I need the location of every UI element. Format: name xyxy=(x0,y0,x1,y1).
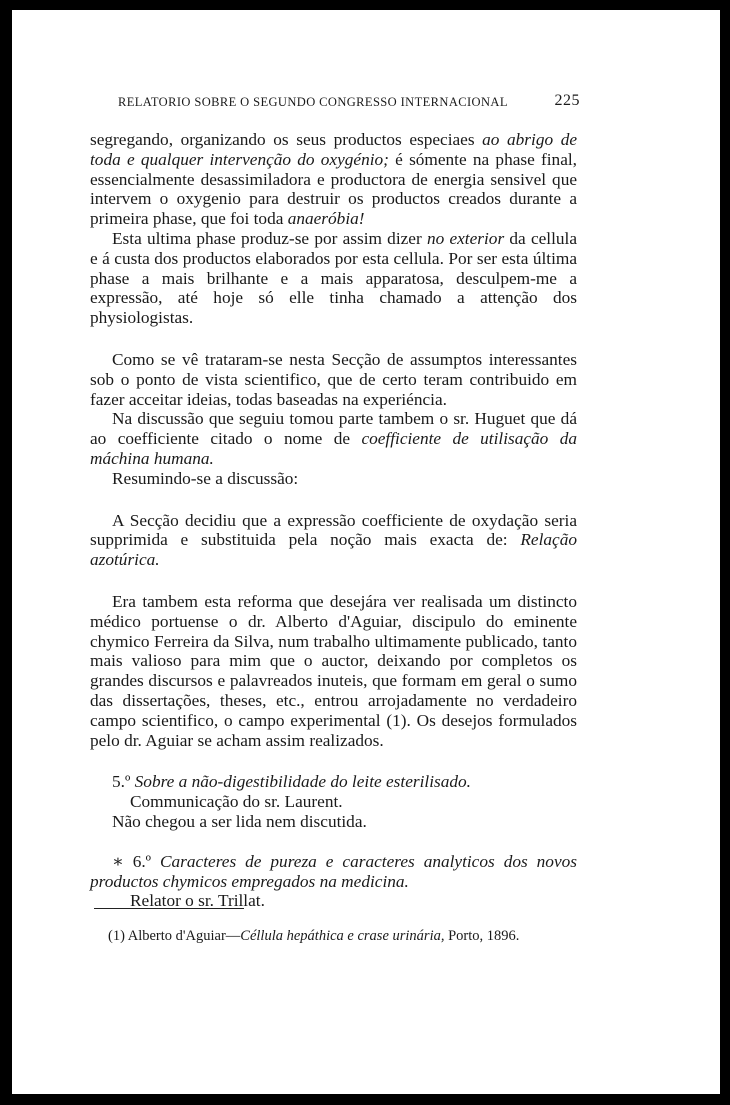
text-run: é sómente na phase final, essencialmente desassimiladora e productora de energia sensivel que intervem o oxygenio para destruir os productos creados durante a primeira phase, que foi toda xyxy=(90,149,577,229)
footnote xyxy=(108,928,588,945)
item-number: 6.º xyxy=(132,851,152,871)
footnote-divider xyxy=(94,908,244,909)
footnote-number: (1) xyxy=(108,928,125,944)
paragraph-4 xyxy=(90,409,577,468)
item-status: Não chegou a ser lida nem discutida. xyxy=(112,811,367,831)
document-page xyxy=(12,10,720,1094)
footnote-author: Alberto d'Aguiar— xyxy=(127,928,241,944)
list-item-6 xyxy=(90,852,577,911)
paragraph-6 xyxy=(90,511,577,570)
asterisk-icon: ∗ xyxy=(112,851,124,871)
paragraph-7 xyxy=(90,592,577,750)
text-run: Era tambem esta reforma que desejára ver realisada um distincto médico portuense o dr. Alberto d'Aguiar, discipulo do eminente chymico Ferreira da Silva, num trabalho ultimamente publicado, tanto mais valioso para mim que o auctor, deixando por completos os grandes discursos e palavreados inuteis, que formam em geral o sumo das dissertações, theses, etc., entrou arrojadamente no verdadeiro campo scientifico, o campo experimental xyxy=(90,591,577,730)
list-item-5 xyxy=(90,772,577,831)
italic-run: no exterior xyxy=(426,228,505,248)
footnote-reference: (1) xyxy=(386,710,407,730)
paragraph-5: Resumindo-se a discussão: xyxy=(112,468,299,488)
item-title: Sobre a não-digestibilidade do leite esterilisado. xyxy=(134,772,471,792)
page-number: 225 xyxy=(554,92,580,109)
text-run: Na discussão que seguiu tomou parte tambem o sr. Huguet que dá ao coefficiente citado o nome de xyxy=(90,409,577,449)
text-run: Esta ultima phase produz-se por assim dizer xyxy=(112,228,427,248)
text-run: da cellula e á custa dos productos elaborados por esta cellula. Por ser esta última phase a mais brilhante e a mais apparatosa, desculpem-me a expressão, até hoje só elle tinha chamado a attenção dos physiologistas. xyxy=(90,228,577,328)
item-title: Caracteres de pureza e caracteres analyticos dos novos productos chymicos empregados na medicina. xyxy=(90,851,577,891)
footnote-place-year: Porto, 1896. xyxy=(444,928,520,944)
italic-run: anaeróbia! xyxy=(287,209,365,229)
paragraph-1 xyxy=(90,130,577,229)
item-reporter: Relator o sr. Trillat. xyxy=(130,891,265,911)
paragraph-2 xyxy=(90,229,577,328)
text-run: A Secção decidiu que a expressão coefficiente de oxydação seria supprimida e substituida pela noção mais exacta de: xyxy=(90,510,577,550)
italic-run: ao abrigo de toda e qualquer intervenção do oxygénio; xyxy=(90,130,578,169)
item-communication: Communicação do sr. Laurent. xyxy=(130,792,343,812)
text-run: segregando, organizando os seus productos especiaes xyxy=(90,130,483,149)
italic-run: Relação azotúrica. xyxy=(90,530,577,570)
running-title: RELATORIO SOBRE O SEGUNDO CONGRESSO INTERNACIONAL xyxy=(118,95,508,109)
text-run: . Os desejos formulados pelo dr. Aguiar se acham assim realizados. xyxy=(90,710,577,750)
paragraph-3: Como se vê trataram-se nesta Secção de assumptos interessantes sob o ponto de vista scientifico, que de certo teram contribuido em fazer acceitar ideias, todas baseadas na experiéncia. xyxy=(90,349,577,409)
item-number: 5.º xyxy=(112,772,131,792)
italic-run: coefficiente de utilisação da máchina humana. xyxy=(90,429,577,468)
footnote-title: Céllula hepáthica e crase urinária, xyxy=(240,928,445,944)
body-text xyxy=(90,130,577,911)
